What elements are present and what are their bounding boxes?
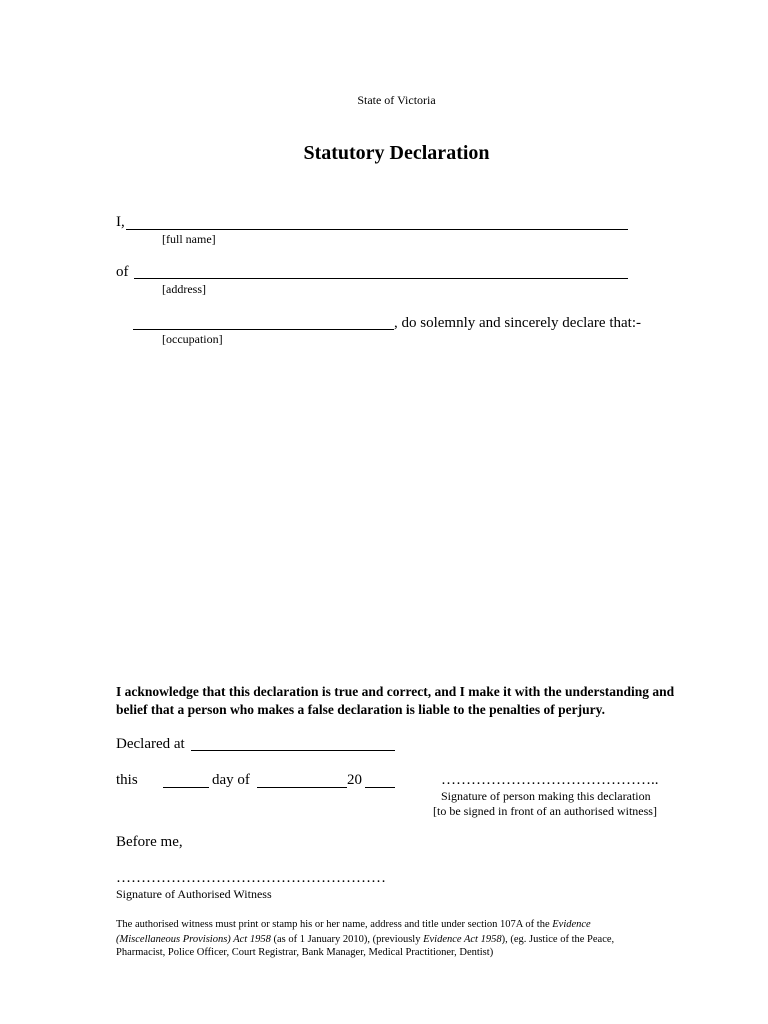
month-line[interactable]: [257, 787, 347, 788]
year-line[interactable]: [365, 787, 395, 788]
document-title: Statutory Declaration: [303, 142, 490, 164]
before-me-label: Before me,: [116, 834, 183, 850]
occupation-caption: [occupation]: [162, 332, 223, 346]
day-of-label: day of: [212, 772, 250, 788]
witness-signature-dots[interactable]: ………………………………………………: [116, 870, 386, 886]
declarant-signature-caption: Signature of person making this declaration: [441, 789, 651, 803]
address-prefix: of: [116, 264, 129, 280]
footnote-text-1: The authorised witness must print or stamp his or her name, address and title under section 107A of the: [116, 919, 553, 930]
address-line[interactable]: [134, 278, 628, 279]
declaration-text: , do solemnly and sincerely declare that:-: [394, 315, 641, 331]
witness-signature-caption: Signature of Authorised Witness: [116, 887, 272, 901]
address-caption: [address]: [162, 282, 206, 296]
day-line[interactable]: [163, 787, 209, 788]
acknowledgement-line-1: I acknowledge that this declaration is true and correct, and I make it with the understanding and: [116, 684, 675, 699]
year-prefix: 20: [347, 772, 362, 788]
declared-at-label: Declared at: [116, 736, 185, 752]
footnote-act-1: Evidence: [552, 919, 591, 930]
declared-at-line[interactable]: [191, 750, 395, 751]
footnote-line-3: Pharmacist, Police Officer, Court Registrar, Bank Manager, Medical Practitioner, Dentist): [116, 947, 494, 958]
declarant-signature-note: [to be signed in front of an authorised witness]: [433, 804, 657, 818]
declarant-signature-dots[interactable]: ……………………………………..: [441, 772, 659, 788]
name-prefix: I,: [116, 214, 125, 230]
this-label: this: [116, 772, 138, 788]
footnote-act-1b: (Miscellaneous Provisions) Act 1958: [116, 934, 271, 945]
footnote-act-2: Evidence Act 1958: [423, 934, 502, 945]
full-name-caption: [full name]: [162, 232, 216, 246]
footnote-line-2: [116, 934, 614, 945]
footnote-text-2: (as of 1 January 2010), (previously: [270, 934, 424, 945]
full-name-line[interactable]: [126, 229, 628, 230]
state-label: State of Victoria: [357, 93, 436, 107]
footnote-line-1: [116, 919, 591, 930]
occupation-line[interactable]: [133, 329, 394, 330]
acknowledgement-line-2: belief that a person who makes a false declaration is liable to the penalties of perjury.: [116, 702, 605, 717]
footnote-text-3: ), (eg. Justice of the Peace,: [501, 934, 615, 945]
